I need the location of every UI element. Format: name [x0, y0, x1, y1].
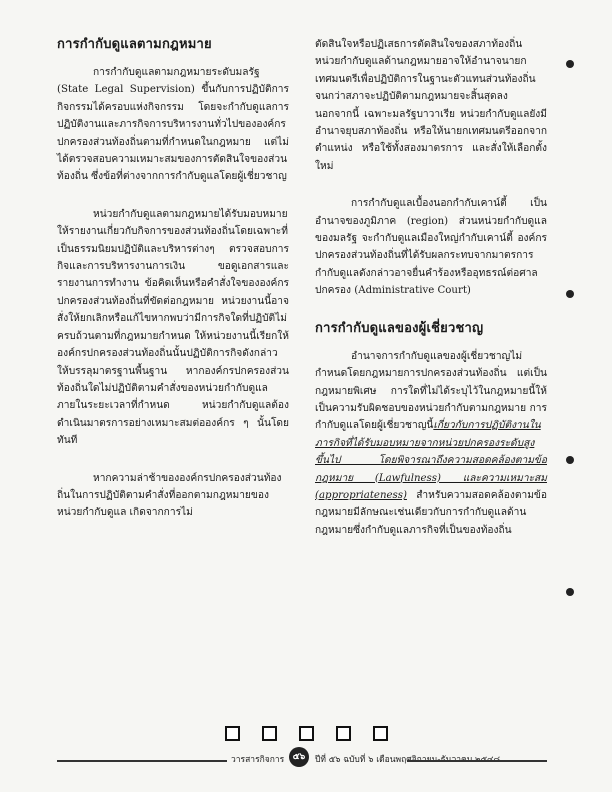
right-column: [315, 36, 547, 559]
paragraph-text: อำนาจการกำกับดูแลของผู้เชี่ยวชาญไม่กำหนดโดยกฎหมายการปกครองส่วนท้องถิ่น แต่เป็นกฎหมายพิเศษ การใดที่ไม่ได้ระบุไว้ในกฎหมายนี้ให้เป็นความรับผิดชอบของหน่วยกำกับตามกฎหมาย การกำกับดูแลโดยผู้เชี่ยวชาญนี้: [315, 350, 547, 432]
paragraph-text: สำหรับความสอดคล้องตามข้อกฎหมายมีลักษณะเช่นเดียวกับการกำกับดูแลด้านกฎหมายซึ่งกำกับดูแลภารกิจที่เป็นของท้องถิ่น: [315, 489, 547, 536]
page-footer: [57, 752, 547, 768]
binder-hole-mark: [566, 456, 574, 464]
binder-hole-mark: [566, 588, 574, 596]
square-ornament-icon: [262, 726, 277, 741]
paragraph: [315, 348, 547, 539]
paragraph: การกำกับดูแลตามกฎหมายระดับมลรัฐ (State Legal Supervision) ขึ้นกับการปฏิบัติการกิจกรรมได้ครอบแห่งกิจกรรม โดยจะกำกับดูแลการปฏิบัติงานและภารกิจการบริหารงานทั่วไปขององค์กรปกครองส่วนท้องถิ่นตามที่กำหนดในกฎหมาย แต่ไม่ได้ตรวจสอบความเหมาะสมของการตัดสินใจของส่วนท้องถิ่น ซึ่งข้อที่ต่างจากการกำกับดูแลโดยผู้เชี่ยวชาญ: [57, 67, 289, 183]
paragraph: หน่วยกำกับดูแลตามกฎหมายได้รับมอบหมายให้รายงานเกี่ยวกับกิจการของส่วนท้องถิ่นโดยเฉพาะที่เป็นธรรมนิยมปฏิบัติและบริหารต่างๆ ตรวจสอบการกิจและการบริหารงานการเงิน ขอดูเอกสารและรายงานการทำงาน ข้อคิดเห็นหรือคำสั่งใจขององค์กรปกครองส่วนท้องถิ่นที่ขัดต่อกฎหมาย หน่วยงานนี้อาจสั่งให้ยกเลิกหรือแก้ไขหากพบว่ามีการกิจใดที่ปฏิบัติไม่ครบถ้วนตามที่กฎหมายกำหนด ให้หน่วยงานนี้เรียกให้องค์กรปกครองส่วนท้องถิ่นนั้นปฏิบัติการกิจดังกล่าวให้บรรลุมาตรฐานพื้นฐาน หากองค์กรปกครองส่วนท้องถิ่นใดไม่ปฏิบัติตามคำสั่งของหน่วยกำกับดูแลภายในระยะเวลาที่กำหนด หน่วยกำกับดูแลต้องดำเนินมาตรการอย่างเหมาะสมต่อองค์กร ๆ นั้นโดยทันที: [57, 208, 289, 447]
binder-hole-mark: [566, 60, 574, 68]
paragraph: หากความล่าช้าขององค์กรปกครองส่วนท้องถิ่นในการปฏิบัติตามคำสั่งที่ออกตามกฎหมายของหน่วยกำกับดูแล เกิดจากการไม่: [57, 472, 282, 519]
square-ornament-icon: [299, 726, 314, 741]
square-ornament-icon: [336, 726, 351, 741]
issue-info: ปีที่ ๕๖ ฉบับที่ ๖ เดือนพฤศจิกายน-ธันวาคม ๒๕๔๘: [315, 755, 501, 765]
paragraph: การกำกับดูแลเบื้องนอกกำกับเคาน์ตี้ เป็นอำนาจของภูมิภาค (region) ส่วนหน่วยกำกับดูแลของมลรัฐ จะกำกับดูแลเมืองใหญ่กำกับเคาน์ตี้ องค์กรปกครองส่วนท้องถิ่นที่ได้รับผลกระทบจากมาตรการกำกับดูแลดังกล่าวอาจยื่นคำร้องหรืออุทธรณ์ต่อศาลปกครอง (Administrative Court): [315, 198, 547, 297]
page-number: ๕๖: [289, 747, 309, 767]
square-ornament-icon: [373, 726, 388, 741]
square-ornament-icon: [225, 726, 240, 741]
section-heading-legal-supervision: การกำกับดูแลตามกฎหมาย: [57, 37, 212, 52]
footer-rule: [57, 760, 227, 762]
journal-name: วารสารกิจการ: [231, 755, 285, 765]
binder-hole-mark: [566, 290, 574, 298]
left-column: [57, 36, 289, 542]
footer-rule: [407, 760, 547, 762]
emphasized-text: เกี่ยวกับการปฏิบัติงานในภารกิจที่ได้รับมอบหมายจากหน่วยปกครองระดับสูงขึ้นไป โดยพิจารณาถึงความสอดคล้องตามข้อกฎหมาย (Lawfulness) และความเหมาะสม (appropriateness): [315, 420, 547, 501]
section-heading-expert-supervision: การกำกับดูแลของผู้เชี่ยวชาญ: [315, 320, 484, 336]
section-end-ornament: [0, 726, 612, 741]
paragraph: ตัดสินใจหรือปฏิเสธการตัดสินใจของสภาท้องถิ่น หน่วยกำกับดูแลด้านกฎหมายอาจให้อำนาจนายกเทศมนตรีเพื่อปฏิบัติการในฐานะตัวแทนส่วนท้องถิ่น จนกว่าสภาจะปฏิบัติตามกฎหมายจะสิ้นสุดลง นอกจากนี้ เฉพาะมลรัฐบาวาเรีย หน่วยกำกับดูแลยังมีอำนาจยุบสภาท้องถิ่น หรือให้นายกเทศมนตรีออกจากตำแหน่ง หรือใช้ทั้งสองมาตรการ และสั่งให้เลือกตั้งใหม่: [315, 39, 547, 172]
